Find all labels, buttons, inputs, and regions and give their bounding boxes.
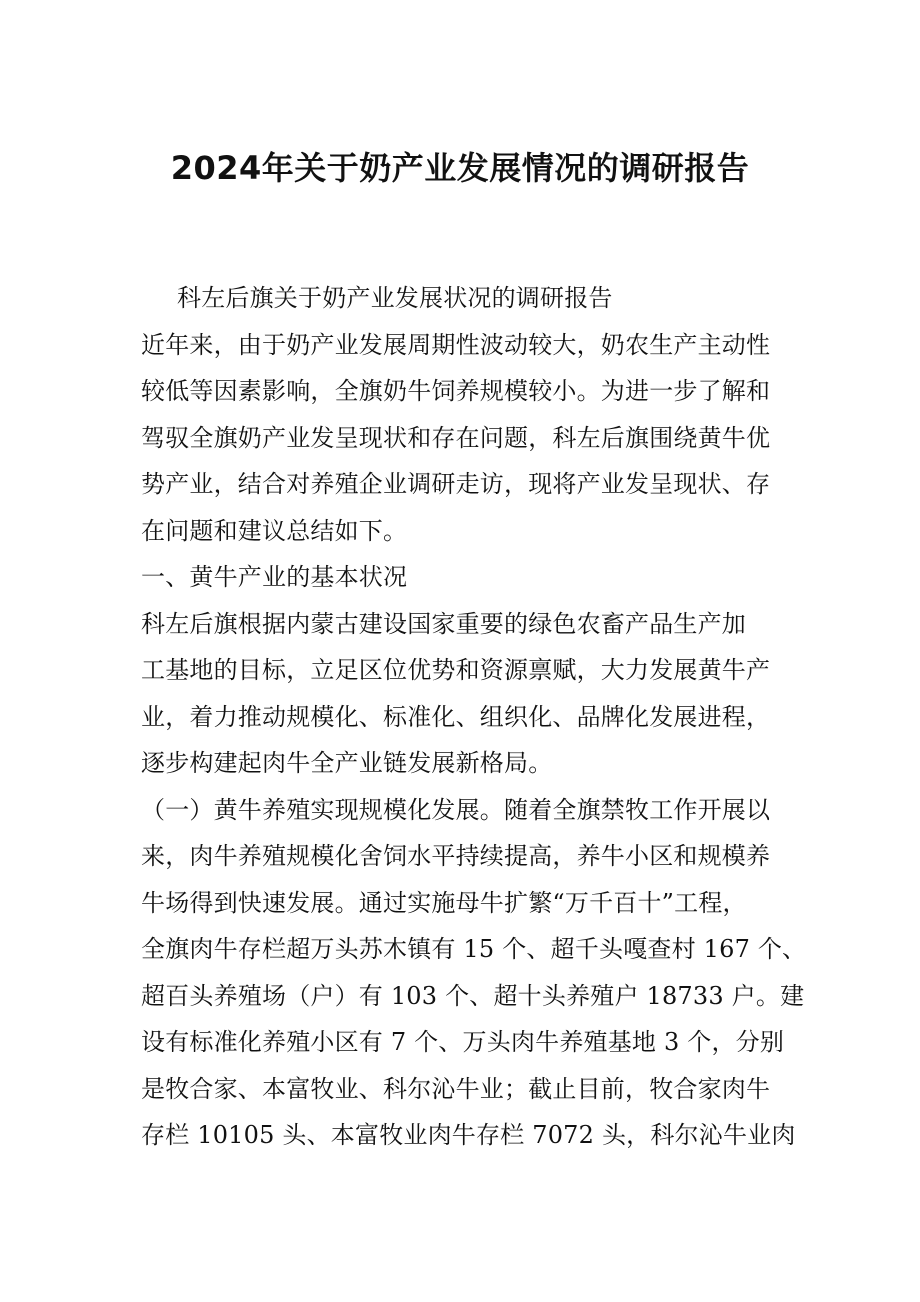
paragraph-line: 来，肉牛养殖规模化舍饲水平持续提高，养牛小区和规模养 <box>141 842 771 870</box>
paragraph-line: 近年来，由于奶产业发展周期性波动较大，奶农生产主动性 <box>141 330 771 359</box>
paragraph-line: 较低等因素影响，全旗奶牛饲养规模较小。为进一步了解和 <box>141 377 771 405</box>
paragraph-line: 势产业，结合对养殖企业调研走访，现将产业发呈现状、存 <box>141 470 771 498</box>
subtitle-line: 科左后旗关于奶产业发展状况的调研报告 <box>177 284 613 312</box>
document-title: 2024年关于奶产业发展情况的调研报告 <box>170 149 750 187</box>
paragraph-line: 全旗肉牛存栏超万头苏木镇有 15 个、超千头嘎查村 167 个、 <box>141 935 807 963</box>
paragraph-line: 业，着力推动规模化、标准化、组织化、品牌化发展进程， <box>141 702 771 731</box>
paragraph-line: （一）黄牛养殖实现规模化发展。随着全旗禁牧工作开展以 <box>141 795 771 824</box>
paragraph-line: 超百头养殖场（户）有 103 个、超十头养殖户 18733 户。建 <box>141 981 805 1010</box>
paragraph-line: 逐步构建起肉牛全产业链发展新格局。 <box>141 749 553 777</box>
section-heading: 一、黄牛产业的基本状况 <box>141 563 408 591</box>
paragraph-line: 牛场得到快速发展。通过实施母牛扩繁“万千百十”工程， <box>141 888 747 917</box>
document-body <box>141 275 807 1159</box>
paragraph-line: 驾驭全旗奶产业发呈现状和存在问题，科左后旗围绕黄牛优 <box>141 423 771 452</box>
paragraph-line: 在问题和建议总结如下。 <box>141 516 408 545</box>
paragraph-line: 是牧合家、本富牧业、科尔沁牛业；截止目前，牧合家肉牛 <box>141 1074 771 1103</box>
paragraph-line: 工基地的目标，立足区位优势和资源禀赋，大力发展黄牛产 <box>141 656 771 684</box>
paragraph-line: 存栏 10105 头、本富牧业肉牛存栏 7072 头，科尔沁牛业肉 <box>141 1121 796 1149</box>
paragraph-line: 设有标准化养殖小区有 7 个、万头肉牛养殖基地 3 个，分别 <box>141 1028 785 1056</box>
paragraph-line: 科左后旗根据内蒙古建设国家重要的绿色农畜产品生产加 <box>141 609 746 638</box>
